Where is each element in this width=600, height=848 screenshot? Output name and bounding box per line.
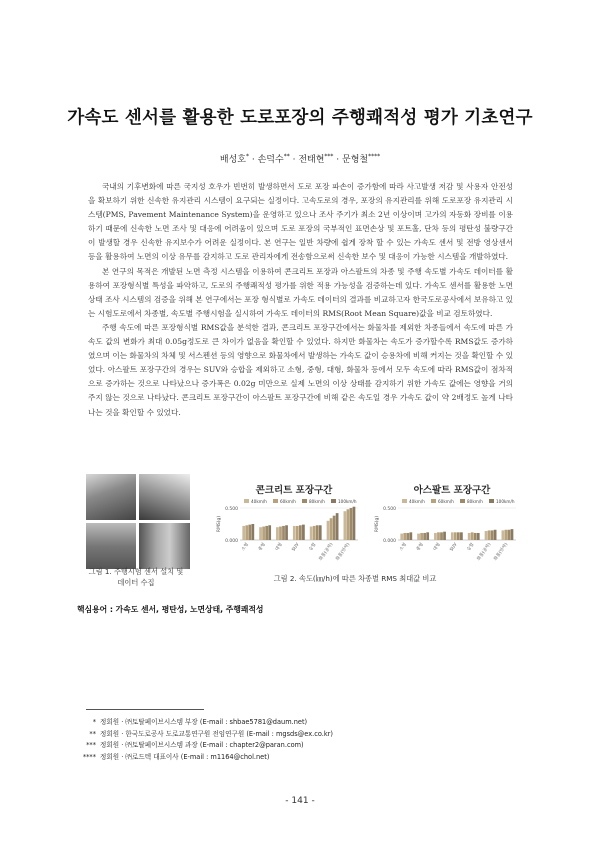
bar — [248, 525, 251, 540]
footnote-mark: ** — [89, 729, 96, 738]
x-tick-label: SUV — [449, 542, 459, 553]
bar — [245, 525, 248, 540]
chart-title: 콘크리트 포장구간 — [255, 485, 333, 496]
paper-title: 가속도 센서를 활용한 도로포장의 주행쾌적성 평가 기초연구 — [67, 108, 533, 128]
bar — [285, 525, 288, 540]
author-separator: · — [251, 155, 255, 165]
keywords: 핵심용어 : 가속도 센서, 평탄성, 노면상태, 주행쾌적성 — [77, 605, 264, 614]
author-separator: · — [292, 155, 296, 165]
bar — [262, 527, 265, 540]
legend-label: 60km/h — [280, 499, 296, 504]
legend-swatch — [402, 499, 407, 503]
bar — [502, 530, 505, 540]
legend-label: 80km/h — [467, 499, 483, 504]
bar — [302, 525, 305, 540]
legend-swatch — [273, 499, 278, 503]
x-tick-label: 소형 — [399, 542, 409, 553]
bar — [400, 534, 403, 540]
footnote-text: 정회원 · ㈜토탈페이브시스템 부장 (E-mail : shbae5781@daum.net) — [100, 718, 308, 726]
author-name: 배성호 — [219, 155, 246, 165]
author-name: 전태현 — [298, 155, 325, 165]
y-axis-label: RMS(g) — [375, 515, 380, 533]
bar — [279, 527, 282, 540]
bar — [330, 518, 333, 540]
x-tick-label: 승합 — [308, 542, 318, 553]
bar — [347, 509, 350, 540]
x-tick-label: 화물(만차) — [493, 542, 510, 562]
legend-swatch — [460, 499, 465, 503]
bar — [299, 525, 302, 540]
bar — [259, 527, 262, 540]
footnote-mark: * — [92, 718, 96, 726]
x-tick-label: 화물(공차) — [318, 542, 335, 562]
legend-label: 40km/h — [251, 499, 267, 504]
photo-vehicle-front — [139, 474, 190, 520]
abstract-paragraph: 국내의 기후변화에 따른 국지성 호우가 빈번히 발생하면서 도로 포장 파손이 증가함에 따라 사고발생 저감 및 사용자 안전성을 확보하기 위한 신속한 유지관리 시스템이 요구되는 실정이다. 고속도로의 경우, 포장의 유지관리를 위해 도로포장 유지관리 시스템(PMS, Pavement Maintenance System)을 운영하고 있으나 조사 주기가 최소 2년 이상이며 고가의 자동화 장비를 이용하기 때문에 신속한 노면 조사 및 대응에 어려움이 있으며 도로 포장의 국부적인 표면손상 및 포트홀, 단차 등의 평탄성 불량구간이 발생할 경우 신속한 유지보수가 어려운 실정이다. 본 연구는 일반 차량에 쉽게 장착 할 수 있는 가속도 센서 및 전방 영상센서 등을 활용하여 노면의 이상 유무를 감지하고 도로 관리자에게 전송함으로써 신속한 보수 및 대응이 가능한 시스템을 개발하였다. — [88, 182, 513, 262]
bar — [406, 533, 409, 540]
legend-label: 60km/h — [438, 499, 454, 504]
bar — [313, 526, 316, 540]
bar — [443, 532, 446, 540]
bar — [420, 533, 423, 540]
figure1-caption-line: 데이터 수집 — [117, 578, 155, 587]
y-tick-label: 0.500 — [225, 507, 238, 512]
bar — [353, 507, 356, 540]
bar — [511, 529, 514, 540]
author-mark: **** — [368, 153, 381, 160]
footnote — [78, 729, 333, 741]
bar — [494, 530, 497, 540]
concrete-rms-chart — [214, 482, 362, 572]
bar — [508, 530, 511, 540]
y-tick-label: 0.000 — [383, 539, 396, 544]
footnote — [78, 717, 333, 729]
author-mark: ** — [283, 153, 290, 160]
bar — [474, 533, 477, 540]
bar — [468, 533, 471, 540]
figure1-photos — [86, 474, 190, 569]
legend-label: 100km/h — [496, 499, 515, 504]
legend-swatch — [489, 499, 494, 503]
bar — [437, 532, 440, 540]
author-mark: * — [245, 153, 249, 160]
bar — [460, 532, 463, 540]
bar — [488, 530, 491, 540]
bar — [251, 524, 254, 540]
x-tick-label: 승합 — [466, 542, 476, 553]
bar — [454, 532, 457, 540]
author-name: 문형철 — [342, 155, 369, 165]
bar — [336, 513, 339, 540]
x-tick-label: 중형 — [257, 542, 267, 553]
footnote-mark: **** — [82, 752, 96, 761]
x-tick-label: SUV — [291, 542, 301, 553]
photo-data-logger — [86, 523, 136, 569]
bar — [242, 526, 245, 540]
bar — [409, 532, 412, 540]
x-tick-label: 화물(만차) — [335, 542, 352, 562]
legend-swatch — [331, 499, 336, 503]
bar — [423, 533, 426, 540]
photo-equipment-rack — [139, 523, 190, 569]
author-list — [0, 152, 600, 165]
bar — [403, 533, 406, 540]
author-separator: · — [336, 155, 340, 165]
figure1-caption — [74, 566, 198, 588]
bar — [319, 525, 322, 540]
legend-label: 40km/h — [409, 499, 425, 504]
footnote-text: 정회원 · ㈜토탈페이브시스템 과장 (E-mail : chapter2@paran.com) — [100, 741, 304, 750]
bar — [333, 516, 336, 540]
photo-sensor-install — [86, 474, 136, 520]
legend-swatch — [431, 499, 436, 503]
bar — [426, 532, 429, 540]
footnote-divider — [86, 709, 204, 710]
y-axis-label: RMS(g) — [217, 515, 222, 533]
legend-swatch — [244, 499, 249, 503]
legend-swatch — [302, 499, 307, 503]
x-tick-label: 대형 — [432, 542, 442, 553]
x-tick-label: 화물(공차) — [476, 542, 493, 562]
bar — [276, 527, 279, 540]
x-tick-label: 소형 — [241, 542, 251, 553]
abstract-paragraph: 본 연구의 목적은 개발된 노면 측정 시스템을 이용하여 콘크리트 포장과 아스팔트의 차종 및 주행 속도별 가속도 데이터를 활용하여 포장형식별 특성을 파악하고, 도로의 주행쾌적성 평가를 위한 적용 가능성을 검증하는데 있다. 가속도 센서를 활용한 노면 상태 조사 시스템의 검증을 위해 본 연구에서는 포장 형식별로 가속도 데이터의 결과를 비교하고자 한국도로공사에서 보유하고 있는 시험도로에서 차종별, 속도별 주행시험을 실시하여 가속도 데이터의 RMS(Root Mean Square)값을 비교 검토하였다. — [88, 266, 513, 318]
chart-title: 아스팔트 포장구간 — [413, 485, 491, 496]
legend-label: 80km/h — [309, 499, 325, 504]
footnote — [78, 740, 333, 752]
bar — [327, 521, 330, 540]
x-tick-label: 중형 — [415, 542, 425, 553]
bar — [505, 530, 508, 540]
bar — [440, 532, 443, 540]
y-tick-label: 0.500 — [383, 507, 396, 512]
page-number: - 141 - — [285, 796, 315, 806]
bar — [265, 526, 268, 540]
bar — [417, 534, 420, 540]
abstract — [88, 180, 513, 420]
bar — [282, 526, 285, 540]
figure1-caption-line: 그림 1. 주행시험 센서 설치 및 — [88, 567, 184, 576]
bar — [310, 527, 313, 540]
figure2-caption: 그림 2. 속도(㎞/h)에 따른 차종별 RMS 최대값 비교 — [273, 574, 437, 583]
bar — [451, 532, 454, 540]
footnote-text: 정회원 · ㈜로드텍 대표이사 (E-mail : m1164@chol.net) — [100, 752, 270, 761]
bar — [477, 533, 480, 540]
footnote — [78, 752, 333, 764]
bar — [491, 530, 494, 540]
bar — [296, 526, 299, 540]
bar — [293, 526, 296, 540]
author-mark: *** — [324, 153, 334, 160]
bar — [268, 525, 271, 540]
bar — [471, 532, 474, 540]
bar — [485, 531, 488, 540]
bar — [344, 511, 347, 540]
bar — [434, 533, 437, 540]
footnote-mark: *** — [86, 741, 96, 750]
bar — [457, 532, 460, 540]
author-name: 손덕수 — [257, 155, 284, 165]
y-tick-label: 0.000 — [225, 539, 238, 544]
x-tick-label: 대형 — [274, 542, 284, 553]
footnote-text: 정회원 · 한국도로공사 도로교통연구원 전임연구원 (E-mail : mgsds@ex.co.kr) — [100, 729, 333, 738]
bar — [316, 525, 319, 540]
legend-label: 100km/h — [338, 499, 357, 504]
footnotes — [78, 717, 333, 763]
bar — [350, 508, 353, 540]
asphalt-rms-chart — [372, 482, 520, 572]
abstract-paragraph: 주행 속도에 따른 포장형식별 RMS값을 분석한 결과, 콘크리트 포장구간에서는 화물차를 제외한 차종들에서 속도에 따른 가속도 값의 변화가 최대 0.05g정도로 큰 차이가 없음을 확인할 수 있었다. 하지만 화물차는 속도가 증가할수록 RMS값도 증가하였으며 이는 화물차의 차체 및 서스펜션 등의 영향으로 화물차에서 발생하는 가속도 값이 승용차에 비해 커지는 것을 확인할 수 있었다. 아스팔트 포장구간의 경우는 SUV와 승합을 제외하고 소형, 중형, 대형, 화물차 등에서 모두 속도에 따라 RMS값이 점차적으로 증가하는 것으로 나타났으나 증가폭은 0.02g 미만으로 실제 노면의 이상 상태를 감지하기 위한 가속도 값에는 영향을 거의 주지 않는 것으로 나타났다. 콘크리트 포장구간이 아스팔트 포장구간에 비해 같은 속도일 경우 가속도 값이 약 2배정도 높게 나타나는 것을 확인할 수 있었다. — [88, 322, 513, 417]
